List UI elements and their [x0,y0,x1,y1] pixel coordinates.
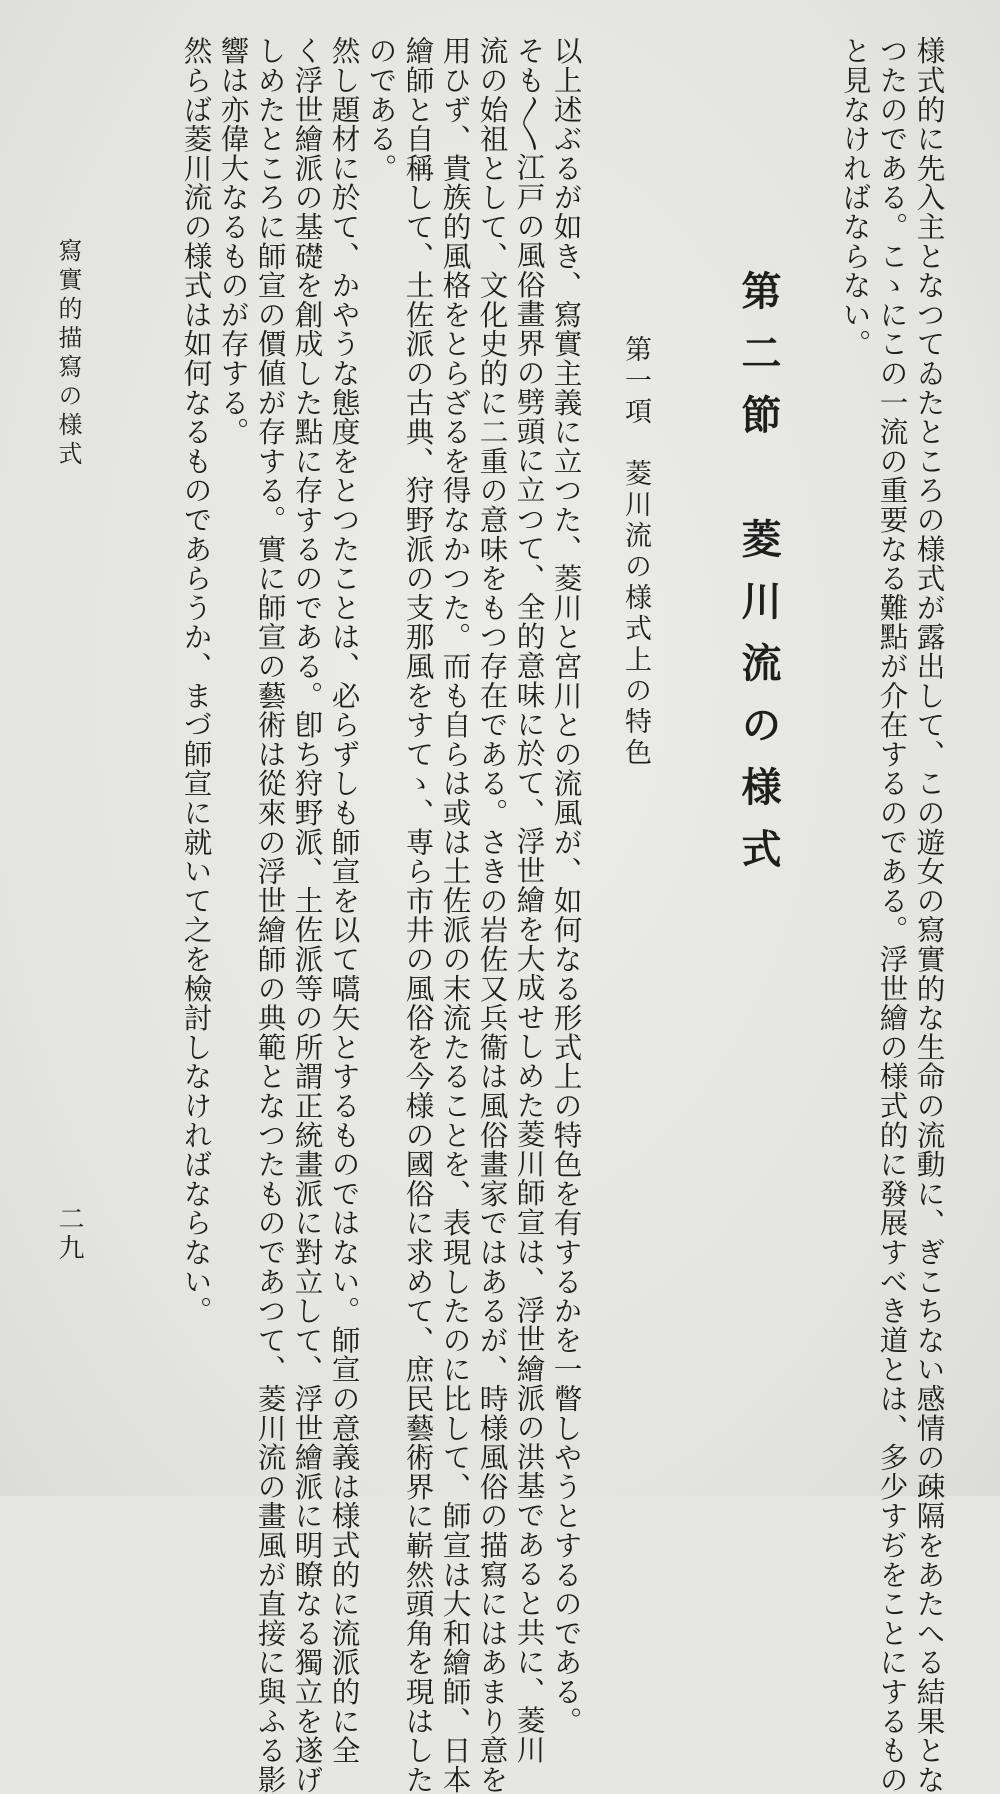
text-line: そも〳〵江戸の風俗畫界の劈頭に立つて、全的意味に於て、浮世繪を大成せしめた菱川師宣は、浮世繪派の洪基であると共に、菱川 [512,36,547,1764]
section-title: 第二節 菱川流の様式 [735,270,782,890]
text-line: 繪師と自稱して、土佐派の古典、狩野派の支那風をすてゝ、専ら市井の風俗を今様の國俗に求めて、庶民藝術界に嶄然頭角を現はした [401,36,436,1794]
running-head: 寫實的描寫の様式 [54,238,82,470]
text-line: 用ひず、貴族的風格をとらざるを得なかつた。而も自らは或は土佐派の末流たることを、表現したのに比して、師宣は大和繪師、日本 [438,36,473,1794]
text-line: 響は亦偉大なるものが存する。 [216,36,251,447]
text-line: しめたところに師宣の價値が存する。實に師宣の藝術は從來の浮世繪師の典範となつたものであつて、菱川流の畫風が直接に與ふる影 [253,36,288,1794]
text-line: 流の始祖として、文化史的に二重の意味をもつ存在である。さきの岩佐又兵衞は風俗畫家ではあるが、時様風俗の描寫にはあまり意を [475,36,510,1794]
text-line: 以上述ぶるが如き、寫實主義に立つた、菱川と宮川との流風が、如何なる形式上の特色を有するかを一瞥しやうとするのである。 [549,36,584,1736]
text-line: のである。 [364,36,399,183]
text-line: 様式的に先入主となつてゐたところの様式が露出して、この遊女の寫實的な生命の流動に、ぎこちない感情の疎隔をあたへる結果とな [912,36,947,1794]
text-line: つたのである。こゝにこの一流の重要なる難點が介在するのである。浮世繪の様式的に發展すべき道とは、多少すぢをことにするもの [875,36,910,1794]
page-number: 二九 [54,1205,84,1263]
text-line: 然し題材に於て、かやうな態度をとつたことは、必らずしも師宣を以て嚆矢とするものではない。師宣の意義は様式的に流派的に全 [327,36,362,1765]
text-line: と見なければならない。 [838,36,873,359]
subsection-title: 第一項 菱川流の様式上の特色 [620,335,651,769]
text-line: 然らば菱川流の様式は如何なるものであらうか、まづ師宣に就いて之を檢討しなければならない。 [179,36,214,1326]
text-line: く浮世繪派の基礎を創成した點に存するのである。卽ち狩野派、土佐派等の所謂正統畫派に對立して、浮世繪派に明瞭なる獨立を遂げ [290,36,325,1794]
